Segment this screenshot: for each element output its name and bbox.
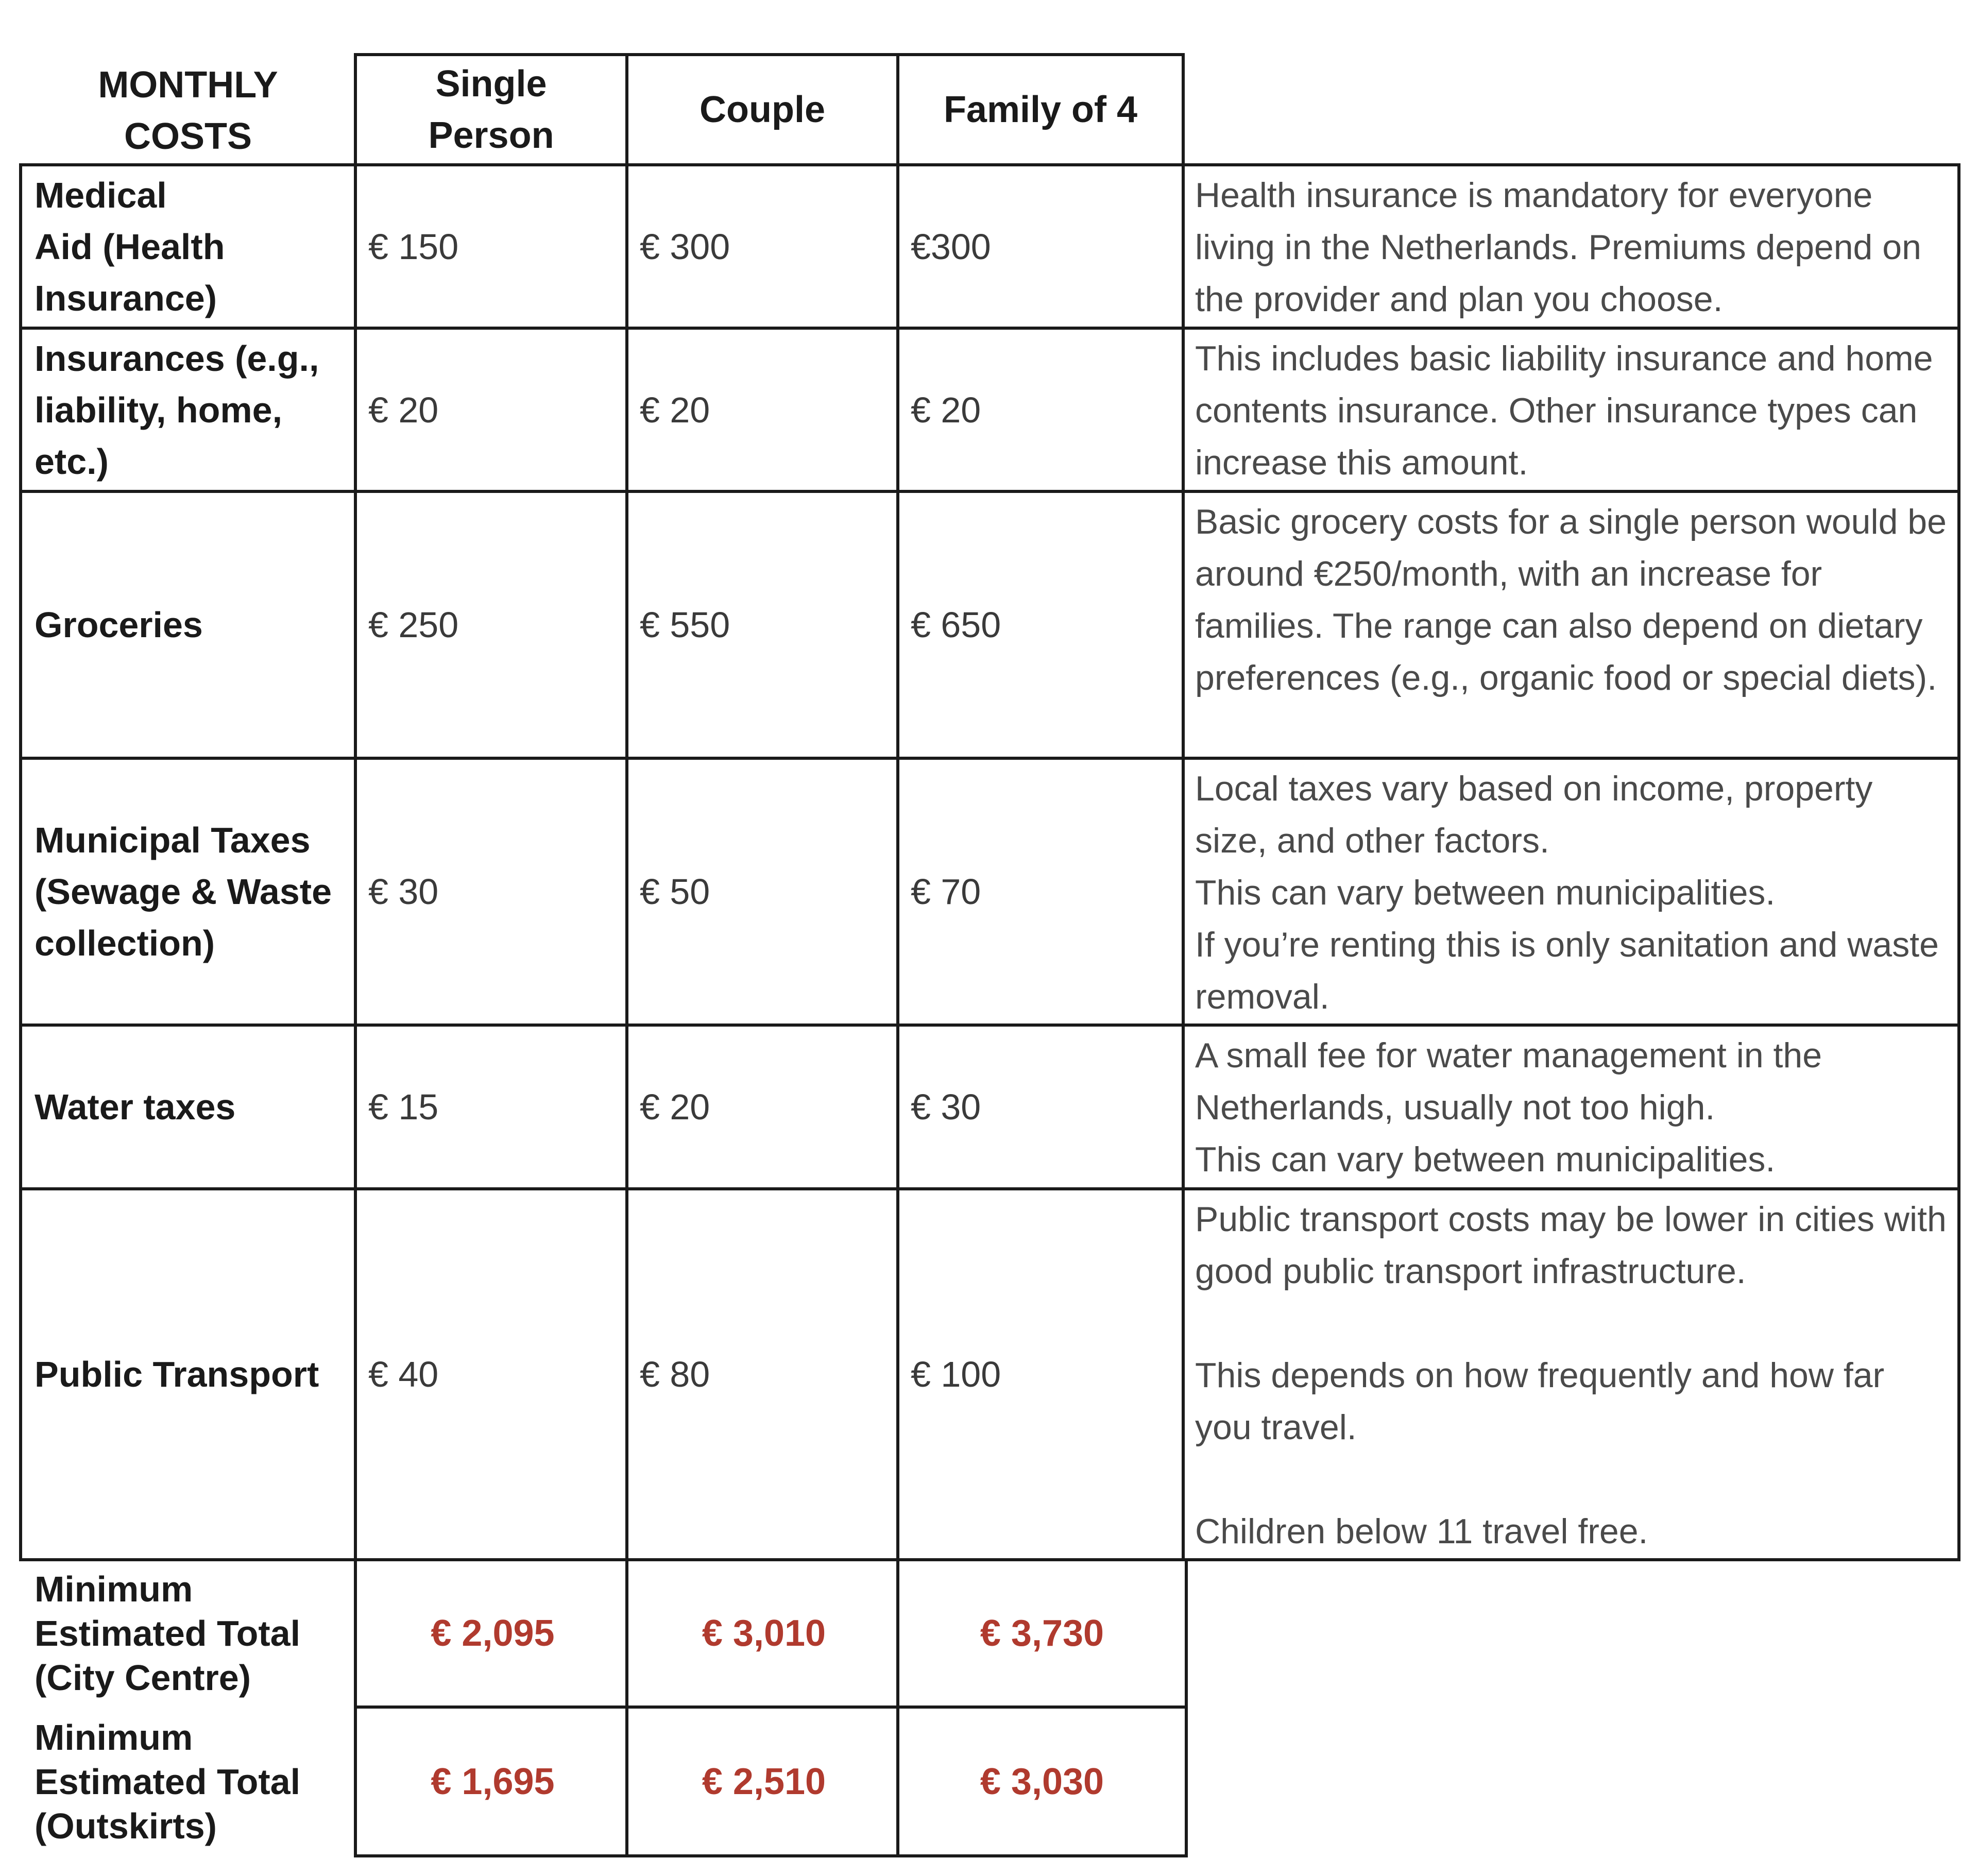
row-municipal-taxes-label: Municipal Taxes (Sewage & Waste collection) (35, 820, 332, 963)
header-family-of-4: Family of 4 (943, 89, 1138, 130)
row-insurances-note: This includes basic liability insurance and home contents insurance. Other insurance types can increase this amount. (1195, 339, 1933, 482)
row-municipal-taxes-note: Local taxes vary based on income, property size, and other factors. This can vary between municipalities. If you’re renting this is only sanitation and waste removal. (1195, 769, 1939, 1016)
row-insurances-single: € 20 (368, 389, 439, 430)
row-groceries-family: € 650 (911, 605, 1001, 645)
row-water-taxes-label: Water taxes (35, 1087, 236, 1127)
row-public-transport-couple: € 80 (640, 1354, 710, 1394)
row-medical-aid-label: Medical Aid (Health Insurance) (35, 175, 225, 318)
row-public-transport-label: Public Transport (35, 1354, 319, 1394)
row-medical-aid-note: Health insurance is mandatory for everyone living in the Netherlands. Premiums depend on the provider and plan you choose. (1195, 176, 1921, 319)
total-city-centre-single: € 2,095 (431, 1613, 555, 1654)
total-outskirts-family: € 3,030 (980, 1761, 1104, 1802)
header-row-label: MONTHLY COSTS (98, 64, 278, 157)
row-water-taxes-couple: € 20 (640, 1087, 710, 1127)
row-groceries-couple: € 550 (640, 605, 730, 645)
row-insurances-family: € 20 (911, 389, 981, 430)
row-municipal-taxes-single: € 30 (368, 872, 439, 912)
row-medical-aid-family: €300 (911, 226, 991, 267)
total-city-centre-family: € 3,730 (980, 1613, 1104, 1654)
row-groceries-single: € 250 (368, 605, 459, 645)
row-public-transport-note: Public transport costs may be lower in cities with good public transport infrastructure. This depends on how frequently and how far you travel. Children below 11 travel free. (1195, 1200, 1947, 1551)
row-medical-aid-single: € 150 (368, 226, 459, 267)
header-couple: Couple (700, 89, 825, 130)
row-groceries-note: Basic grocery costs for a single person would be around €250/month, with an increase for families. The range can also depend on dietary preferences (e.g., organic food or special diets). (1195, 502, 1947, 697)
total-outskirts-couple: € 2,510 (702, 1761, 826, 1802)
row-medical-aid-couple: € 300 (640, 226, 730, 267)
row-water-taxes-single: € 15 (368, 1087, 439, 1127)
row-insurances-label: Insurances (e.g., liability, home, etc.) (35, 338, 319, 482)
row-insurances-couple: € 20 (640, 389, 710, 430)
total-city-centre-label: Minimum Estimated Total (City Centre) (35, 1569, 301, 1698)
total-outskirts-label: Minimum Estimated Total (Outskirts) (35, 1717, 301, 1846)
total-outskirts-single: € 1,695 (431, 1761, 555, 1802)
row-water-taxes-family: € 30 (911, 1087, 981, 1127)
total-city-centre-couple: € 3,010 (702, 1613, 826, 1654)
row-municipal-taxes-family: € 70 (911, 872, 981, 912)
header-single-person: Single Person (428, 63, 554, 156)
row-groceries-label: Groceries (35, 605, 203, 645)
row-public-transport-single: € 40 (368, 1354, 439, 1394)
row-water-taxes-note: A small fee for water management in the Netherlands, usually not too high. This can vary between municipalities. (1195, 1036, 1822, 1179)
row-municipal-taxes-couple: € 50 (640, 872, 710, 912)
row-public-transport-family: € 100 (911, 1354, 1001, 1394)
